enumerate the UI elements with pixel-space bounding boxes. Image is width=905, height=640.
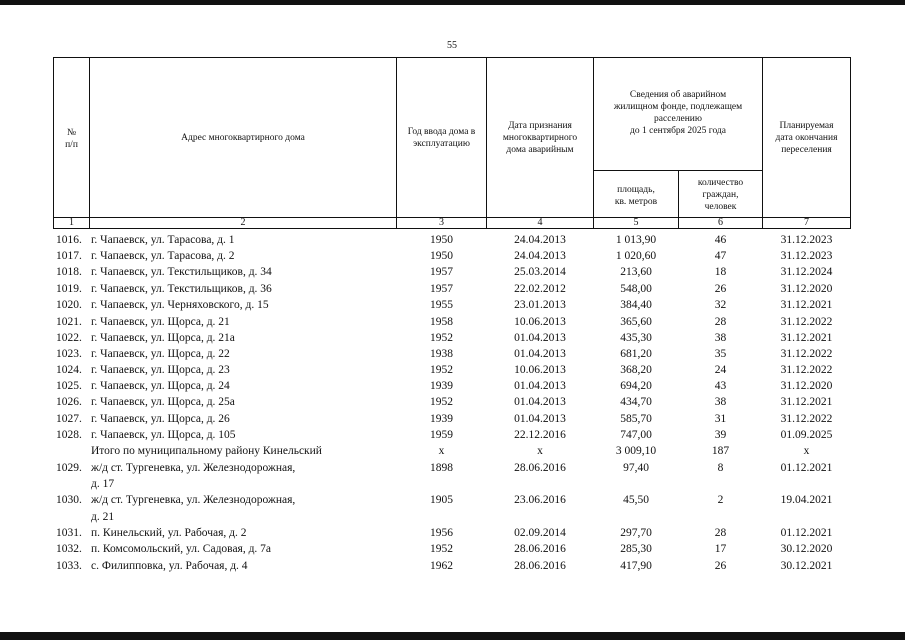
cell-no: 1026.	[56, 396, 82, 408]
cell-date: 02.09.2014	[514, 527, 566, 539]
cell-address: г. Чапаевск, ул. Тарасова, д. 2	[91, 250, 235, 262]
cell-planned: 31.12.2022	[780, 364, 833, 376]
cell-area: 45,50	[623, 494, 649, 506]
cell-people: 8	[717, 462, 724, 474]
header-no: № п/п	[65, 128, 78, 150]
cell-area: 285,30	[620, 543, 652, 555]
cell-date: 24.04.2013	[514, 250, 566, 262]
colnum-3: 3	[439, 217, 444, 228]
cell-year: 1939	[430, 413, 453, 425]
cell-area: 365,60	[620, 316, 652, 328]
cell-date: x	[537, 445, 543, 457]
cell-date: 01.04.2013	[514, 348, 566, 360]
cell-no: 1021.	[56, 316, 82, 328]
cell-date: 22.12.2016	[514, 429, 566, 441]
cell-date: 23.06.2016	[514, 494, 566, 506]
cell-year: 1959	[430, 429, 453, 441]
cell-year: 1952	[430, 364, 453, 376]
top-scan-border	[0, 0, 905, 5]
cell-area: 417,90	[620, 560, 652, 572]
cell-address: г. Чапаевск, ул. Щорса, д. 25а	[91, 396, 235, 408]
cell-people: 46	[714, 234, 727, 246]
cell-address: г. Чапаевск, ул. Щорса, д. 21а	[91, 332, 235, 344]
cell-planned: 31.12.2023	[780, 234, 833, 246]
cell-year: 1898	[430, 462, 453, 474]
cell-area: 747,00	[620, 429, 652, 441]
cell-no: 1024.	[56, 364, 82, 376]
cell-address: г. Чапаевск, ул. Тарасова, д. 1	[91, 234, 235, 246]
cell-year: 1939	[430, 380, 453, 392]
cell-no: 1020.	[56, 299, 82, 311]
cell-area: 694,20	[620, 380, 652, 392]
cell-area: 3 009,10	[615, 445, 657, 457]
cell-address: п. Комсомольский, ул. Садовая, д. 7а	[91, 543, 272, 555]
cell-date: 01.04.2013	[514, 396, 566, 408]
cell-address: ж/д ст. Тургеневка, ул. Железнодорожная,	[91, 462, 296, 474]
cell-date: 23.01.2013	[514, 299, 566, 311]
cell-address: с. Филипповка, ул. Рабочая, д. 4	[91, 560, 248, 572]
cell-people: 17	[714, 543, 727, 555]
cell-planned: 31.12.2021	[780, 332, 833, 344]
cell-date: 28.06.2016	[514, 543, 566, 555]
cell-planned: 19.04.2021	[780, 494, 833, 506]
cell-date: 10.06.2013	[514, 316, 566, 328]
header-group: Сведения об аварийном жилищном фонде, подлежащем расселению до 1 сентября 2025 года	[613, 90, 743, 136]
cell-address: г. Чапаевск, ул. Щорса, д. 22	[91, 348, 230, 360]
cell-area: 213,60	[620, 266, 652, 278]
cell-area: 384,40	[620, 299, 652, 311]
cell-no: 1030.	[56, 494, 82, 506]
cell-year: 1958	[430, 316, 453, 328]
cell-year: 1950	[430, 234, 453, 246]
cell-area: 434,70	[620, 396, 652, 408]
cell-area: 97,40	[623, 462, 649, 474]
cell-people: 26	[714, 560, 727, 572]
cell-no: 1022.	[56, 332, 82, 344]
cell-people: 26	[714, 283, 727, 295]
cell-area: 1 020,60	[615, 250, 657, 262]
cell-address: г. Чапаевск, ул. Черняховского, д. 15	[91, 299, 269, 311]
cell-area: 548,00	[620, 283, 652, 295]
cell-people: 38	[714, 332, 727, 344]
cell-planned: x	[803, 445, 810, 457]
cell-address: г. Чапаевск, ул. Текстильщиков, д. 36	[91, 283, 272, 295]
cell-date: 01.04.2013	[514, 413, 566, 425]
cell-people: 2	[717, 494, 724, 506]
cell-year: 1952	[430, 396, 453, 408]
cell-planned: 31.12.2022	[780, 316, 833, 328]
cell-planned: 31.12.2022	[780, 413, 833, 425]
header-address: Адрес многоквартирного дома	[181, 133, 305, 143]
cell-area: 1 013,90	[615, 234, 657, 246]
cell-address: г. Чапаевск, ул. Щорса, д. 23	[91, 364, 230, 376]
cell-address: г. Чапаевск, ул. Щорса, д. 24	[91, 380, 230, 392]
cell-date: 01.04.2013	[514, 332, 566, 344]
cell-people: 35	[714, 348, 727, 360]
cell-year: 1952	[430, 543, 453, 555]
cell-no: 1031.	[56, 527, 82, 539]
cell-people: 28	[714, 527, 727, 539]
page-number: 55	[447, 40, 457, 51]
header-date: Дата признания многоквартирного дома аварийным	[502, 121, 578, 155]
cell-planned: 01.09.2025	[780, 429, 833, 441]
cell-address: ж/д ст. Тургеневка, ул. Железнодорожная,	[91, 494, 296, 506]
cell-no: 1028.	[56, 429, 82, 441]
cell-planned: 31.12.2023	[780, 250, 833, 262]
cell-planned: 31.12.2024	[780, 266, 833, 278]
colnum-5: 5	[633, 217, 639, 228]
cell-planned: 30.12.2021	[780, 560, 833, 572]
cell-date: 25.03.2014	[514, 266, 566, 278]
cell-area: 585,70	[620, 413, 652, 425]
cell-year: 1905	[430, 494, 453, 506]
cell-no: 1018.	[56, 266, 82, 278]
cell-date: 28.06.2016	[514, 560, 566, 572]
cell-planned: 31.12.2020	[780, 283, 833, 295]
cell-year: 1957	[430, 266, 453, 278]
cell-year: 1938	[430, 348, 453, 360]
cell-address: п. Кинельский, ул. Рабочая, д. 2	[91, 527, 247, 539]
cell-no: 1029.	[56, 462, 82, 474]
cell-address-line2: д. 17	[91, 478, 115, 490]
colnum-4: 4	[537, 217, 543, 228]
cell-address: Итого по муниципальному району Кинельский	[91, 445, 322, 457]
cell-planned: 30.12.2020	[780, 543, 833, 555]
colnum-2: 2	[240, 217, 246, 228]
cell-no: 1032.	[56, 543, 82, 555]
cell-date: 22.02.2012	[514, 283, 566, 295]
cell-date: 01.04.2013	[514, 380, 566, 392]
cell-year: 1950	[430, 250, 453, 262]
cell-address: г. Чапаевск, ул. Щорса, д. 105	[91, 429, 236, 441]
cell-planned: 01.12.2021	[780, 462, 833, 474]
colnum-1: 1	[69, 217, 74, 228]
header-planned: Планируемая дата окончания переселения	[775, 121, 838, 155]
cell-no: 1019.	[56, 283, 82, 295]
cell-area: 435,30	[620, 332, 652, 344]
bottom-scan-border	[0, 632, 905, 640]
cell-people: 43	[714, 380, 727, 392]
cell-year: 1952	[430, 332, 453, 344]
header-people: количество граждан, человек	[697, 178, 744, 212]
cell-planned: 31.12.2022	[780, 348, 833, 360]
cell-people: 187	[711, 445, 730, 457]
cell-area: 681,20	[620, 348, 652, 360]
cell-planned: 01.12.2021	[780, 527, 833, 539]
cell-no: 1033.	[56, 560, 82, 572]
cell-date: 10.06.2013	[514, 364, 566, 376]
cell-address: г. Чапаевск, ул. Щорса, д. 21	[91, 316, 230, 328]
header-year: Год ввода дома в эксплуатацию	[407, 127, 476, 149]
colnum-7: 7	[804, 217, 809, 228]
cell-area: 297,70	[620, 527, 652, 539]
cell-no: 1017.	[56, 250, 82, 262]
cell-people: 31	[714, 413, 727, 425]
cell-area: 368,20	[620, 364, 652, 376]
cell-people: 38	[714, 396, 727, 408]
cell-date: 24.04.2013	[514, 234, 566, 246]
colnum-6: 6	[718, 217, 723, 228]
cell-no: 1023.	[56, 348, 82, 360]
cell-no: 1027.	[56, 413, 82, 425]
cell-no: 1025.	[56, 380, 82, 392]
cell-planned: 31.12.2021	[780, 299, 833, 311]
cell-year: x	[438, 445, 445, 457]
cell-people: 47	[714, 250, 727, 262]
cell-people: 24	[714, 364, 727, 376]
cell-people: 32	[714, 299, 727, 311]
cell-people: 28	[714, 316, 727, 328]
cell-address: г. Чапаевск, ул. Щорса, д. 26	[91, 413, 230, 425]
cell-planned: 31.12.2021	[780, 396, 833, 408]
cell-address: г. Чапаевск, ул. Текстильщиков, д. 34	[91, 266, 272, 278]
cell-planned: 31.12.2020	[780, 380, 833, 392]
cell-date: 28.06.2016	[514, 462, 566, 474]
cell-year: 1962	[430, 560, 453, 572]
cell-year: 1955	[430, 299, 453, 311]
cell-people: 18	[714, 266, 727, 278]
cell-people: 39	[714, 429, 727, 441]
cell-no: 1016.	[56, 234, 82, 246]
cell-year: 1957	[430, 283, 453, 295]
header-area: площадь, кв. метров	[614, 185, 658, 207]
cell-year: 1956	[430, 527, 453, 539]
cell-address-line2: д. 21	[91, 511, 115, 523]
